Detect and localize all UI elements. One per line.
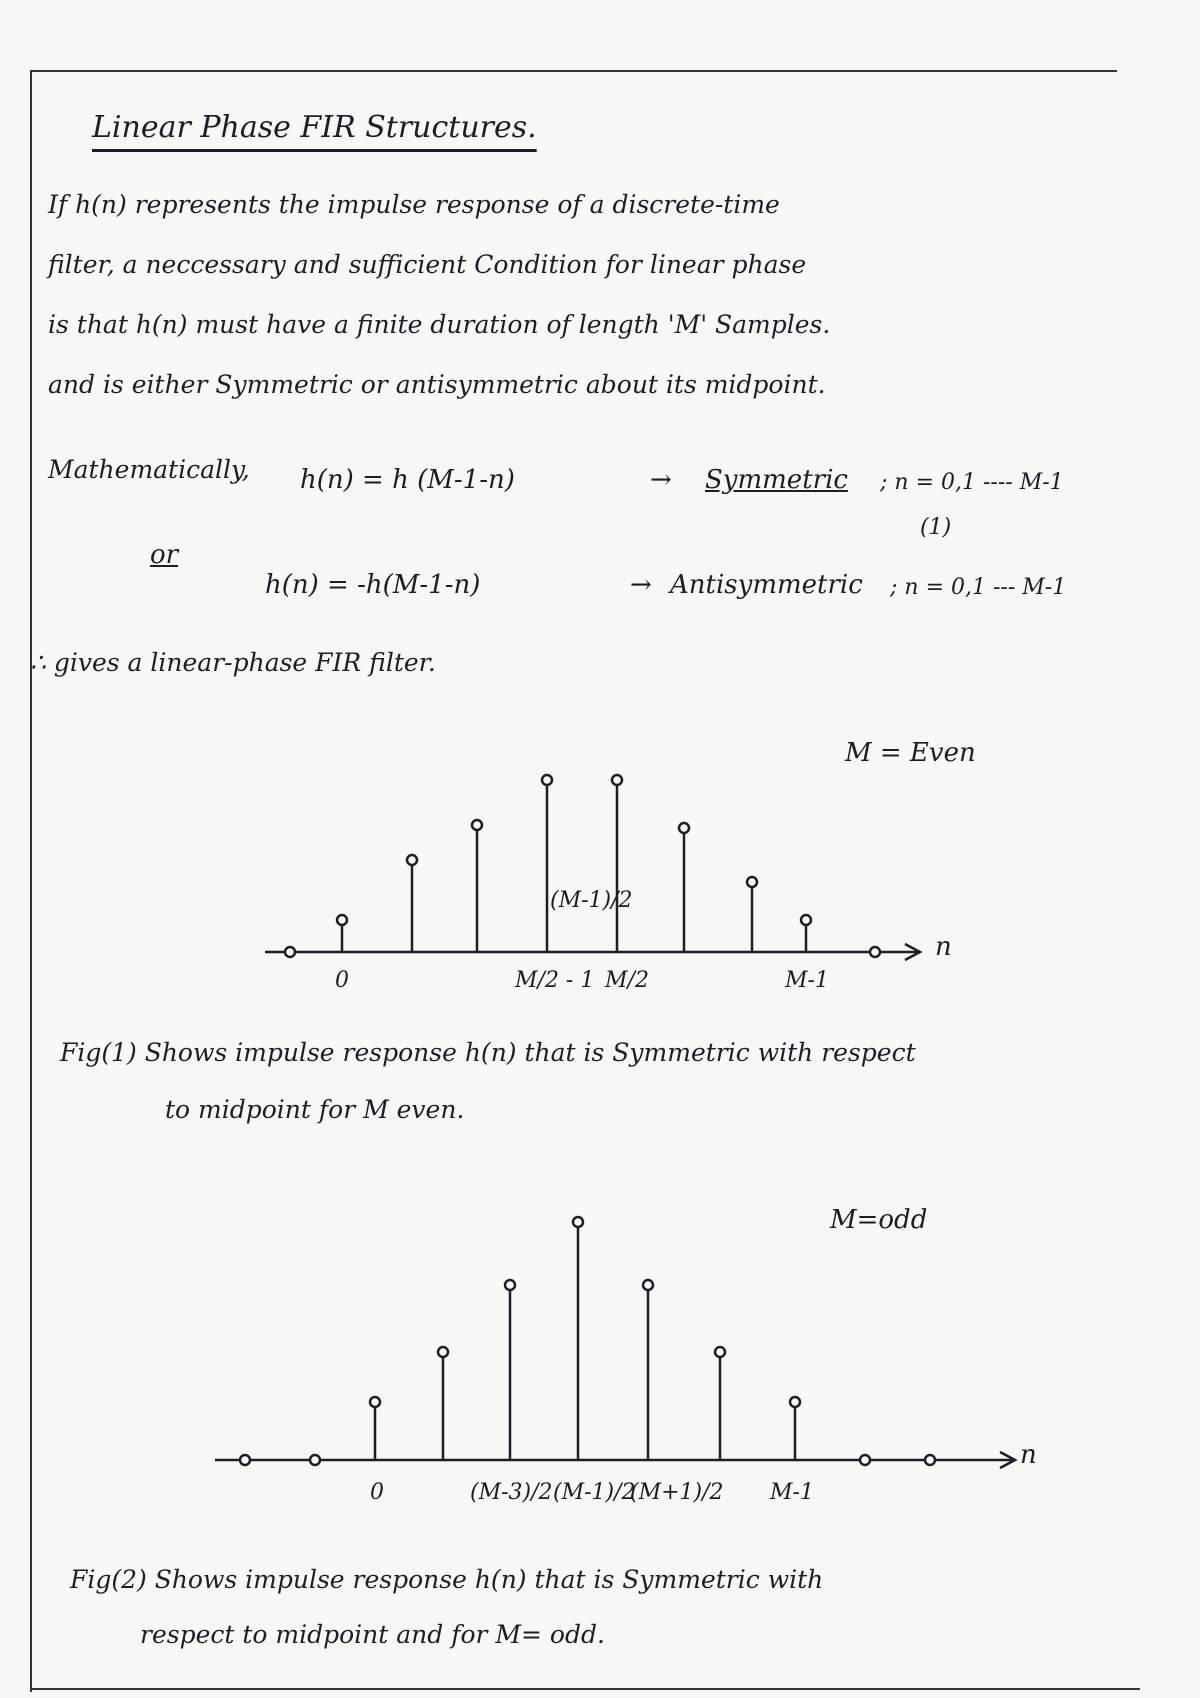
fig2-condition: M=odd xyxy=(830,1205,928,1235)
equation-symmetric: h(n) = h (M-1-n) xyxy=(300,465,515,495)
fig2-label-m3: (M-3)/2 xyxy=(470,1480,553,1505)
fig1-caption-line1: Fig(1) Shows impulse response h(n) that is Symmetric with respect xyxy=(60,1038,916,1067)
fig1-label-m-minus1: M-1 xyxy=(785,968,829,993)
eq2-label: Antisymmetric xyxy=(670,570,863,600)
eq1-arrow: → xyxy=(650,465,672,495)
fig2-zero-sample xyxy=(240,1455,250,1465)
fig2-axis-var: n xyxy=(1020,1440,1037,1470)
fig2-caption-line1: Fig(2) Shows impulse response h(n) that is Symmetric with xyxy=(70,1565,824,1594)
gives-statement: ∴ gives a linear-phase FIR filter. xyxy=(30,648,436,677)
fig1-zero-sample xyxy=(285,947,295,957)
paragraph-line-2: filter, a neccessary and sufficient Condition for linear phase xyxy=(48,250,807,279)
fig1-stem-head xyxy=(801,915,811,925)
fig2-label-mp1: (M+1)/2 xyxy=(630,1480,724,1505)
fig1-condition: M = Even xyxy=(845,738,976,768)
equation-antisymmetric: h(n) = -h(M-1-n) xyxy=(265,570,481,600)
paragraph-line-4: and is either Symmetric or antisymmetric about its midpoint. xyxy=(48,370,826,399)
fig1-stem-head xyxy=(542,775,552,785)
fig2-zero-sample xyxy=(310,1455,320,1465)
fig2-zero-sample xyxy=(925,1455,935,1465)
fig1-stem-head xyxy=(337,915,347,925)
math-lead: Mathematically, xyxy=(48,455,250,484)
fig2-caption-line2: respect to midpoint and for M= odd. xyxy=(140,1620,605,1649)
eq2-range: ; n = 0,1 --- M-1 xyxy=(890,575,1067,600)
fig1-stem-head xyxy=(407,855,417,865)
fig1-caption-line2: to midpoint for M even. xyxy=(165,1095,465,1124)
fig2-label-m1: (M-1)/2 xyxy=(553,1480,636,1505)
fig1-stem-head xyxy=(747,877,757,887)
fig1-stem-head xyxy=(679,823,689,833)
eq2-arrow: → xyxy=(630,570,652,600)
fig1-label-zero: 0 xyxy=(335,968,349,993)
or-label: or xyxy=(150,540,179,570)
fig2-label-m-minus1: M-1 xyxy=(770,1480,814,1505)
eq1-label: Symmetric xyxy=(705,465,848,495)
fig1-zero-sample xyxy=(870,947,880,957)
fig2-stem-head xyxy=(573,1217,583,1227)
paragraph-line-1: If h(n) represents the impulse response of a discrete-time xyxy=(48,190,780,219)
fig2-zero-sample xyxy=(860,1455,870,1465)
fig2-stem-head xyxy=(505,1280,515,1290)
fig1-axis-var: n xyxy=(935,932,952,962)
eq1-number: (1) xyxy=(920,515,952,540)
paragraph-line-3: is that h(n) must have a finite duration of length 'M' Samples. xyxy=(48,310,831,339)
fig1-stem-head xyxy=(472,820,482,830)
fig1-stem-head xyxy=(612,775,622,785)
fig2-label-zero: 0 xyxy=(370,1480,384,1505)
fig1-label-m2: M/2 xyxy=(605,968,649,993)
fig1-label-m2-minus1: M/2 - 1 xyxy=(515,968,595,993)
fig2-stem-head xyxy=(715,1347,725,1357)
fig1-label-mid: (M-1)/2 xyxy=(550,888,633,913)
fig2-stem-head xyxy=(790,1397,800,1407)
page-title: Linear Phase FIR Structures. xyxy=(92,110,537,145)
fig2-stem-head xyxy=(370,1397,380,1407)
eq1-range: ; n = 0,1 ---- M-1 xyxy=(880,470,1064,495)
fig2-stem-head xyxy=(438,1347,448,1357)
fig2-stem-head xyxy=(643,1280,653,1290)
